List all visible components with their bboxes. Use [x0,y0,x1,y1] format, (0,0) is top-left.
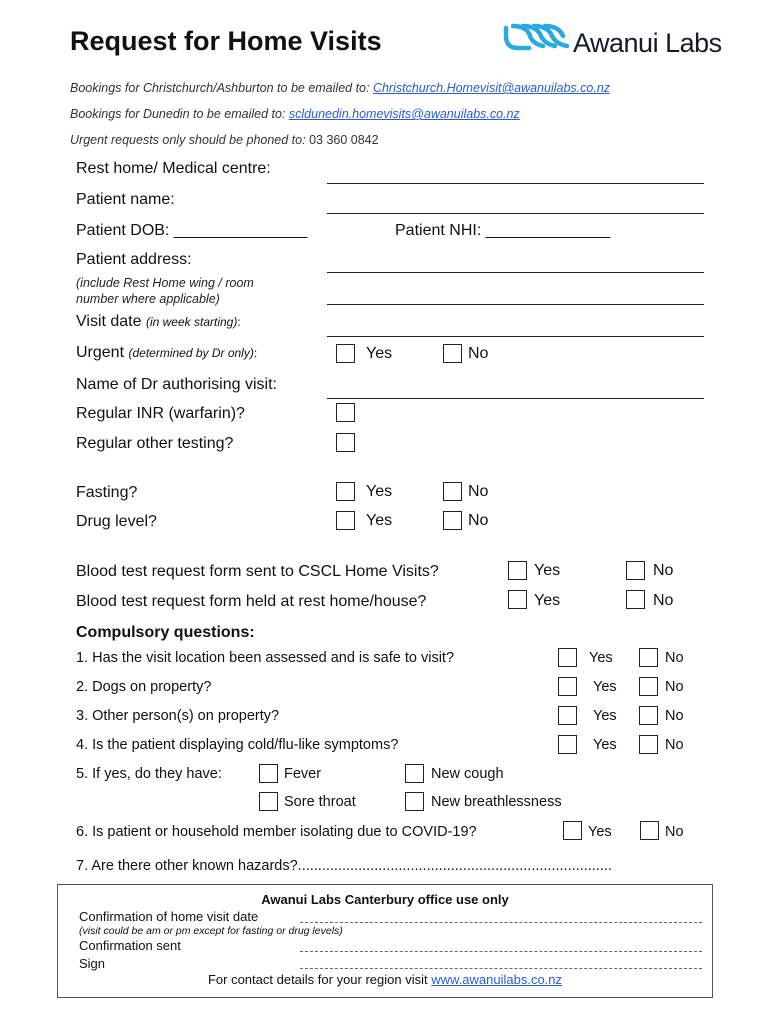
q3-yes-label: Yes [593,708,617,724]
urgent-text: Urgent [76,344,129,361]
visit-date-colon: : [237,315,241,329]
chch-email-link[interactable]: Christchurch.Homevisit@awanuilabs.co.nz [372,81,611,95]
q1-yes-label: Yes [589,650,613,666]
sore-throat-label: Sore throat [284,794,356,810]
patient-address-field-1[interactable] [327,272,704,273]
q2-no-label: No [665,679,684,695]
dr-name-label: Name of Dr authorising visit: [76,376,277,393]
q1-no-checkbox[interactable] [639,648,658,667]
urgent-yes-checkbox[interactable] [336,344,355,363]
visit-date-label [76,313,241,331]
urgent-yes-label: Yes [366,345,393,362]
page-title: Request for Home Visits [70,26,382,56]
company-logo [503,20,743,64]
q3-no-label: No [665,708,684,724]
dunedin-email-link[interactable]: scldunedin.homevisits@awanuilabs.co.nz [288,107,520,121]
footer-line [57,972,713,987]
patient-dob-field[interactable]: Patient DOB: _______________ [76,222,308,239]
chch-booking-line [70,81,610,95]
question-4: 4. Is the patient displaying cold/flu-like symptoms? [76,737,399,753]
q2-yes-label: Yes [593,679,617,695]
q1-yes-checkbox[interactable] [558,648,577,667]
q6-yes-label: Yes [588,824,612,840]
question-7: 7. Are there other known hazards?.............................................................................. [76,858,612,874]
dunedin-booking-line [70,107,520,121]
drug-level-yes-label: Yes [366,512,393,529]
urgent-no-checkbox[interactable] [443,344,462,363]
fasting-no-label: No [468,483,489,500]
blood-held-label: Blood test request form held at rest home/house? [76,593,427,610]
q6-yes-checkbox[interactable] [563,821,582,840]
blood-sent-yes-label: Yes [534,562,561,579]
patient-name-label: Patient name: [76,191,175,208]
q2-no-checkbox[interactable] [639,677,658,696]
drug-level-no-checkbox[interactable] [443,511,462,530]
compulsory-heading: Compulsory questions: [76,624,255,641]
q4-no-label: No [665,737,684,753]
patient-nhi-field[interactable]: Patient NHI: ______________ [395,222,611,239]
blood-held-no-label: No [653,592,674,609]
blood-sent-yes-checkbox[interactable] [508,561,527,580]
visit-date-note: (in week starting) [145,315,238,329]
urgent-phone-line [70,133,379,147]
q3-yes-checkbox[interactable] [558,706,577,725]
q6-no-checkbox[interactable] [640,821,659,840]
q6-no-label: No [665,824,684,840]
regular-inr-checkbox[interactable] [336,403,355,422]
new-cough-checkbox[interactable] [405,764,424,783]
waves-logo-icon [503,22,571,62]
q3-no-checkbox[interactable] [639,706,658,725]
regular-other-label: Regular other testing? [76,435,234,452]
question-3: 3. Other person(s) on property? [76,708,280,724]
dr-name-field[interactable] [327,398,704,399]
address-note-line-1: (include Rest Home wing / room [76,276,254,290]
confirmation-date-label: Confirmation of home visit date [79,909,259,924]
drug-level-label: Drug level? [76,513,157,530]
chch-booking-label: Bookings for Christchurch/Ashburton to be emailed to: [70,81,373,95]
regular-other-checkbox[interactable] [336,433,355,452]
office-use-heading: Awanui Labs Canterbury office use only [261,892,509,907]
blood-sent-no-checkbox[interactable] [626,561,645,580]
question-6: 6. Is patient or household member isolating due to COVID-19? [76,824,477,840]
new-cough-label: New cough [431,766,504,782]
q4-yes-checkbox[interactable] [558,735,577,754]
sore-throat-checkbox[interactable] [259,792,278,811]
fever-label: Fever [284,766,322,782]
website-link[interactable]: www.awanuilabs.co.nz [431,972,563,987]
fasting-no-checkbox[interactable] [443,482,462,501]
logo-text: Awanui Labs [573,28,722,58]
urgent-phone-label: Urgent requests only should be phoned to: [70,133,310,147]
blood-held-no-checkbox[interactable] [626,590,645,609]
urgent-note: (determined by Dr only) [128,346,254,360]
q4-yes-label: Yes [593,737,617,753]
urgent-no-label: No [468,345,489,362]
blood-held-yes-checkbox[interactable] [508,590,527,609]
question-1: 1. Has the visit location been assessed and is safe to visit? [76,650,455,666]
question-2: 2. Dogs on property? [76,679,212,695]
fasting-yes-checkbox[interactable] [336,482,355,501]
confirmation-sent-label: Confirmation sent [79,938,181,953]
patient-address-label: Patient address: [76,251,192,268]
visit-date-field[interactable] [327,336,704,337]
visit-date-text: Visit date [76,313,146,330]
q4-no-checkbox[interactable] [639,735,658,754]
rest-home-field[interactable] [327,183,704,184]
confirmation-sent-field[interactable] [300,951,702,952]
fasting-yes-label: Yes [366,483,393,500]
new-breathlessness-label: New breathlessness [431,794,562,810]
footer-text: For contact details for your region visit [207,972,432,987]
drug-level-yes-checkbox[interactable] [336,511,355,530]
dunedin-booking-label: Bookings for Dunedin to be emailed to: [70,107,289,121]
office-note: (visit could be am or pm except for fasting or drug levels) [79,925,343,937]
patient-address-field-2[interactable] [327,304,704,305]
urgent-phone-number: 03 360 0842 [309,133,379,147]
fever-checkbox[interactable] [259,764,278,783]
new-breathlessness-checkbox[interactable] [405,792,424,811]
regular-inr-label: Regular INR (warfarin)? [76,405,245,422]
q1-no-label: No [665,650,684,666]
sign-label: Sign [79,956,106,971]
urgent-label [76,344,257,362]
rest-home-label: Rest home/ Medical centre: [76,160,271,177]
q2-yes-checkbox[interactable] [558,677,577,696]
blood-held-yes-label: Yes [534,592,561,609]
patient-name-field[interactable] [327,213,704,214]
drug-level-no-label: No [468,512,489,529]
confirmation-date-field[interactable] [300,922,702,923]
urgent-colon: : [253,346,258,360]
question-5: 5. If yes, do they have: [76,766,222,782]
blood-sent-label: Blood test request form sent to CSCL Home Visits? [76,563,439,580]
fasting-label: Fasting? [76,484,138,501]
address-note-line-2: number where applicable) [76,292,220,306]
sign-field[interactable] [300,968,702,969]
blood-sent-no-label: No [653,562,674,579]
